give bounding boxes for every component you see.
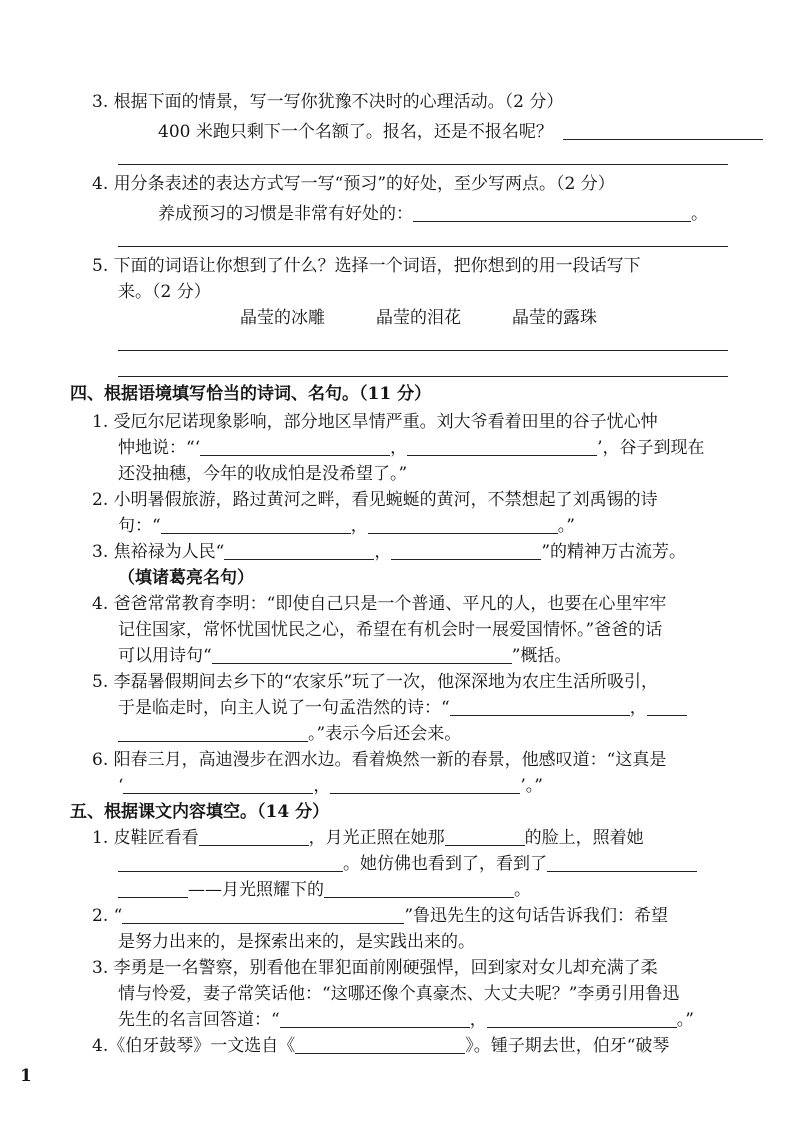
text: ——月光照耀下的 — [188, 880, 324, 900]
s5-q1-blank-4[interactable] — [547, 853, 697, 872]
s4-q6-line2 — [118, 774, 543, 798]
s5-q3-line1: 3. 李勇是一名警察，别看他在罪犯面前刚硬强悍，回到家对女儿却充满了柔 — [92, 958, 658, 978]
s5-q2-line2: 是努力出来的，是探索出来的，是实践出来的。 — [118, 932, 475, 952]
word-choice: 晶莹的泪花 — [376, 308, 461, 328]
q4-title: 4. 用分条表述的表达方式写一写“预习”的好处，至少写两点。（2 分） — [92, 174, 615, 194]
text: 。”表示今后还会来。 — [308, 724, 462, 744]
text: 。” — [557, 516, 575, 536]
s4-q2-blank-1[interactable] — [161, 515, 351, 534]
q3-answer-blank[interactable] — [563, 121, 763, 140]
text: 的脸上，照着她 — [524, 828, 644, 848]
text: 可以用诗句“ — [118, 646, 212, 666]
s4-q5-blank-2[interactable] — [647, 697, 687, 716]
section-4-header: 四、根据语境填写恰当的诗词、名句。（11 分） — [70, 384, 432, 404]
s4-q5-line2 — [118, 696, 687, 720]
text: ”的精神万古流芳。 — [541, 542, 687, 562]
q4-answer-blank[interactable] — [413, 203, 691, 222]
q3-prompt: 400 米跑只剩下一个名额了。报名，还是不报名呢？ — [158, 122, 553, 142]
s5-q2-blank[interactable] — [122, 905, 404, 924]
text: ”概括。 — [511, 646, 572, 666]
s4-q3-blank-1[interactable] — [224, 541, 374, 560]
text: 先生的名言回答道：“ — [118, 1010, 280, 1030]
text: ‘ — [118, 776, 124, 796]
text: ”鲁迅先生的这句话告诉我们：希望 — [404, 906, 669, 926]
q4-answer-line[interactable] — [118, 246, 728, 247]
text: ， — [390, 438, 408, 458]
text: ’，谷子到现在 — [597, 438, 705, 458]
q4-prompt-line — [158, 202, 708, 226]
text: 。” — [676, 1010, 694, 1030]
q5-answer-line-1[interactable] — [118, 350, 728, 351]
text: 》。锺子期去世，伯牙“破琴 — [465, 1036, 670, 1056]
q5-word-choices — [240, 306, 597, 330]
s5-q1-blank-3[interactable] — [118, 853, 343, 872]
s5-q3-blank-1[interactable] — [280, 1009, 470, 1028]
text: 忡地说：“‘ — [118, 438, 201, 458]
text: ， — [313, 776, 331, 796]
s4-q3-hint: （填诸葛亮名句） — [118, 568, 254, 588]
s5-q1-blank-5[interactable] — [324, 879, 514, 898]
text: ， — [629, 698, 647, 718]
s4-q3-line1 — [92, 540, 686, 564]
text: 于是临走时，向主人说了一句孟浩然的诗：“ — [118, 698, 450, 718]
s4-q6-blank-1[interactable] — [123, 775, 313, 794]
s4-q5-line3 — [118, 722, 461, 746]
page-number: 1 — [20, 1066, 32, 1086]
word-choice: 晶莹的露珠 — [512, 308, 597, 328]
q5-title: 5. 下面的词语让你想到了什么？选择一个词语，把你想到的用一段话写下 — [92, 256, 641, 276]
q3-answer-line[interactable] — [118, 164, 728, 165]
q4-prompt: 养成预习的习惯是非常有好处的： — [158, 204, 413, 224]
s5-q4-blank[interactable] — [295, 1035, 465, 1054]
s4-q1-line3: 还没抽穗，今年的收成怕是没希望了。” — [118, 464, 408, 484]
s5-q1-line2 — [118, 852, 697, 876]
text: ’。” — [520, 776, 544, 796]
s4-q5-blank-2-cont[interactable] — [118, 723, 308, 742]
section-5-header: 五、根据课文内容填空。（14 分） — [70, 802, 330, 822]
s4-q1-line2 — [118, 436, 705, 460]
text: ， — [374, 542, 392, 562]
s4-q4-line1: 4. 爸爸常常教育李明：“即使自己只是一个普通、平凡的人，也要在心里牢牢 — [92, 594, 667, 614]
s5-q2-line1 — [92, 904, 668, 928]
s4-q4-line2: 记住国家，常怀忧国忧民之心，希望在有机会时一展爱国情怀。”爸爸的话 — [118, 620, 663, 640]
s4-q6-line1: 6. 阳春三月，高迪漫步在泗水边。看着焕然一新的春景，他感叹道：“这真是 — [92, 750, 667, 770]
q5-answer-line-2[interactable] — [118, 376, 728, 377]
s5-q1-line1 — [92, 826, 644, 850]
s4-q2-line1: 2. 小明暑假旅游，路过黄河之畔，看见蜿蜒的黄河，不禁想起了刘禹锡的诗 — [92, 490, 658, 510]
text: 3. 焦裕禄为人民“ — [92, 542, 225, 562]
s4-q2-blank-2[interactable] — [368, 515, 558, 534]
text: 。她仿佛也看到了，看到了 — [343, 854, 547, 874]
word-choice: 晶莹的冰雕 — [240, 308, 325, 328]
text: 1. 皮鞋匠看看 — [92, 828, 199, 848]
q5-title-cont: 来。（2 分） — [118, 282, 211, 302]
s4-q1-blank-1[interactable] — [200, 437, 390, 456]
s4-q3-blank-2[interactable] — [391, 541, 541, 560]
text: 句：“ — [118, 516, 161, 536]
s4-q5-blank-1[interactable] — [450, 697, 630, 716]
s5-q1-blank-1[interactable] — [199, 827, 309, 846]
text: ，月光正照在她那 — [308, 828, 445, 848]
s4-q6-blank-2[interactable] — [330, 775, 520, 794]
text: 2. “ — [92, 906, 123, 926]
s4-q1-line1: 1. 受厄尔尼诺现象影响，部分地区旱情严重。刘大爷看着田里的谷子忧心忡 — [92, 412, 658, 432]
s4-q1-blank-2[interactable] — [407, 437, 597, 456]
text: 4.《伯牙鼓琴》一文选自《 — [92, 1036, 296, 1056]
s4-q4-line3 — [118, 644, 571, 668]
s5-q1-line3 — [118, 878, 531, 902]
s5-q3-line2: 情与怜爱，妻子常笑话他：“这哪还像个真豪杰、大丈夫呢？”李勇引用鲁迅 — [118, 984, 680, 1004]
q4-end: 。 — [691, 204, 708, 224]
q3-prompt-line — [158, 120, 763, 144]
text: ， — [350, 516, 368, 536]
s4-q4-blank[interactable] — [212, 645, 512, 664]
s4-q2-line2 — [118, 514, 575, 538]
s4-q5-line1: 5. 李磊暑假期间去乡下的“农家乐”玩了一次，他深深地为农庄生活所吸引， — [92, 672, 659, 692]
text: 。 — [514, 880, 531, 900]
s5-q4-line1 — [92, 1034, 669, 1058]
s5-q1-blank-4-cont[interactable] — [118, 879, 188, 898]
s5-q1-blank-2[interactable] — [445, 827, 525, 846]
q3-title: 3. 根据下面的情景，写一写你犹豫不决时的心理活动。（2 分） — [92, 92, 564, 112]
s5-q3-line3 — [118, 1008, 694, 1032]
s5-q3-blank-2[interactable] — [487, 1009, 677, 1028]
text: ， — [469, 1010, 487, 1030]
